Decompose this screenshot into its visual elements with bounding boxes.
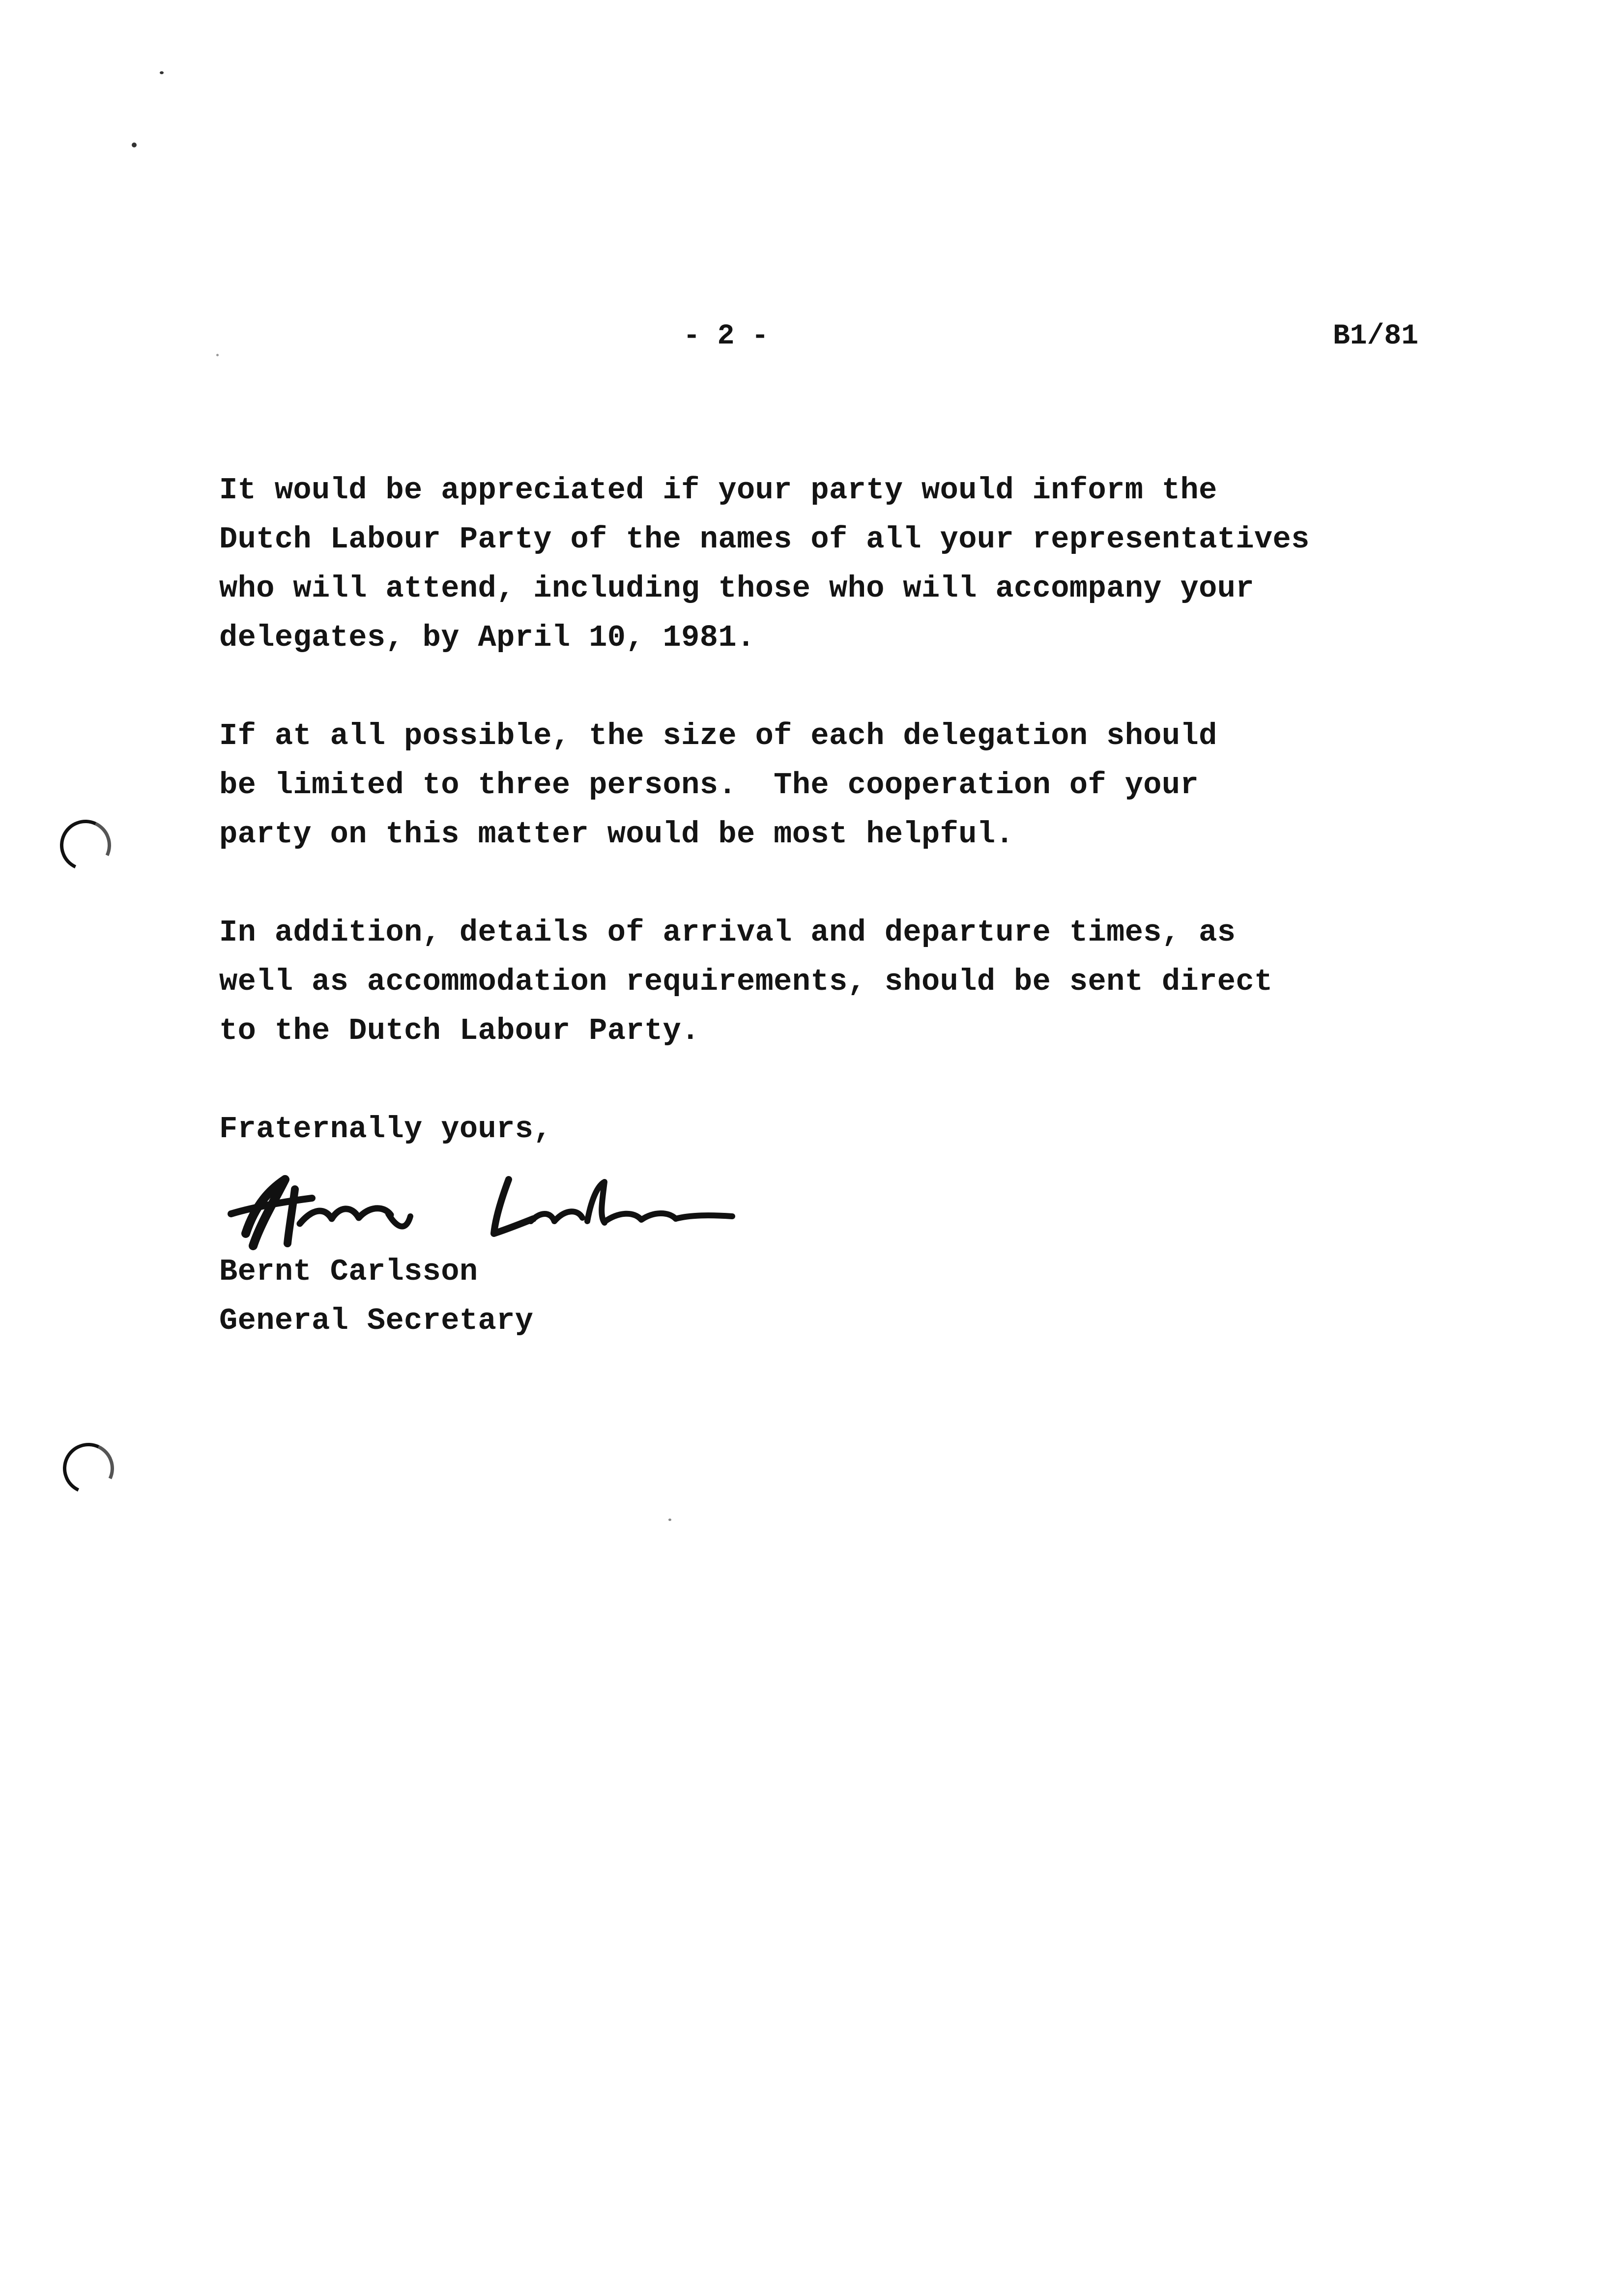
- body-line: delegates, by April 10, 1981.: [219, 620, 755, 655]
- paragraph-delegation-size: [219, 712, 1448, 859]
- paragraph-travel-details: [219, 908, 1448, 1056]
- body-line: In addition, details of arrival and departure times, as: [219, 915, 1236, 950]
- page-number: - 2 -: [683, 320, 769, 352]
- body-line: It would be appreciated if your party would inform the: [219, 473, 1217, 508]
- body-line: party on this matter would be most helpful.: [219, 817, 1014, 852]
- body-line: If at all possible, the size of each delegation should: [219, 718, 1217, 753]
- signer-block: [219, 1247, 533, 1346]
- scan-speck: [160, 71, 164, 74]
- punch-hole-mark: [56, 1435, 121, 1501]
- closing-salutation: Fraternally yours,: [219, 1112, 552, 1147]
- body-line: to the Dutch Labour Party.: [219, 1013, 700, 1048]
- punch-hole-mark: [53, 812, 118, 878]
- body-line: well as accommodation requirements, should be sent direct: [219, 964, 1273, 999]
- scan-speck: [132, 143, 137, 147]
- scan-speck: [668, 1519, 671, 1521]
- body-line: be limited to three persons. The cooperation of your: [219, 768, 1199, 803]
- paragraph-attendance: [219, 466, 1448, 662]
- handwritten-signature: [226, 1160, 737, 1258]
- body-line: who will attend, including those who will accompany your: [219, 571, 1254, 606]
- reference-code: B1/81: [1333, 320, 1419, 352]
- body-line: Dutch Labour Party of the names of all your representatives: [219, 522, 1310, 557]
- scan-speck: [216, 354, 219, 356]
- signer-title: General Secretary: [219, 1303, 534, 1338]
- signer-name: Bernt Carlsson: [219, 1254, 478, 1289]
- letter-body: [219, 466, 1448, 1154]
